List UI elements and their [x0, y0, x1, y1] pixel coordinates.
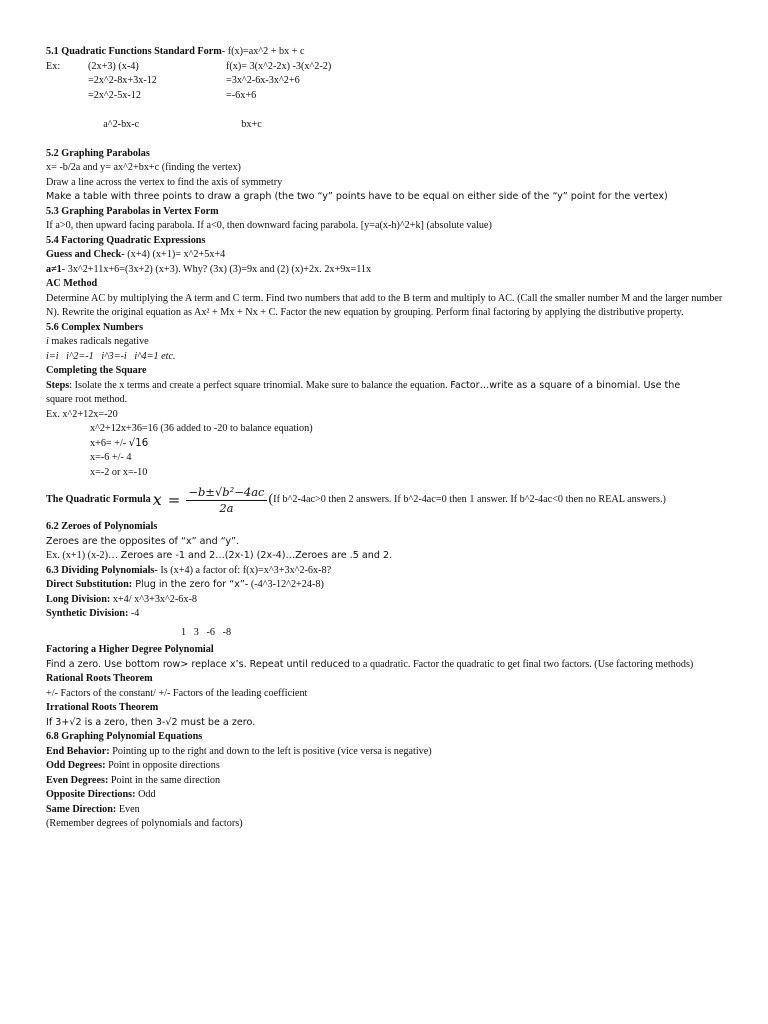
same-direction-label: Same Direction: [46, 803, 117, 815]
example-row [46, 89, 726, 104]
rational-roots-title: Rational Roots Theorem [46, 673, 153, 684]
opposite-directions-label: Opposite Directions: [46, 789, 136, 800]
synthetic-division-row: 1 3 -6 -8 [181, 626, 232, 638]
sqrt-value: √16 [128, 437, 149, 449]
example-right: =3x^2-6x-3x^2+6 [226, 75, 300, 86]
closing-note: (Remember degrees of polynomials and factors) [46, 818, 243, 829]
section-text: Is (x+4) a factor of: f(x)=x^3+3x^2-6x-8? [157, 564, 332, 576]
even-degrees-label: Even Degrees: [46, 774, 109, 786]
quadratic-formula-label: The Quadratic Formula [46, 493, 151, 505]
section-6-3-heading [46, 564, 726, 579]
text-line [46, 335, 726, 350]
direct-substitution-text: - (-4^3-12^2+24-8) [244, 579, 324, 590]
formula-fraction [186, 485, 266, 516]
long-division-text: x+4/ x^3+3x^2-6x-8 [110, 593, 197, 605]
a-not-one-text: - 3x^2+11x+6=(3x+2) (x+3). Why? (3x) (3)=9x and (2) (x)+2x. 2x+9x=11x [61, 263, 372, 275]
odd-degrees-text: Point in opposite directions [105, 760, 220, 771]
text-span-sans: Zeroes are -1 and 2…(2x-1) (2x-4)…Zeroes are .5 and 2. [120, 550, 393, 561]
section-5-2-title: 5.2 Graphing Parabolas [46, 147, 150, 159]
text-line: Make a table with three points to draw a graph (the two “y” points have to be equal on either side of the “y” point for the vertex) [46, 191, 668, 202]
example-left: =2x^2-5x-12 [88, 89, 141, 101]
synthetic-division-text: -4 [128, 608, 140, 619]
text-line: +/- Factors of the constant/ +/- Factors of the leading coefficient [46, 687, 308, 699]
work-line [46, 437, 726, 452]
text-span-sans: Find a zero. Use bottom row> replace x’s. Repeat until reduced [46, 658, 350, 670]
long-division-label: Long Division: [46, 593, 111, 605]
steps-text: : Isolate the x terms and create a perfect square trinomial. Make sure to balance the equation. [69, 379, 451, 391]
text-line [46, 658, 726, 673]
example-left: (2x+3) (x-4) [88, 60, 139, 72]
higher-degree-title: Factoring a Higher Degree Polynomial [46, 644, 214, 655]
opposite-directions-text: Odd [135, 789, 156, 800]
text-line: x= -b/2a and y= ax^2+bx+c (finding the vertex) [46, 162, 241, 173]
section-5-1-heading [46, 45, 726, 60]
example-row [46, 103, 726, 147]
guess-and-check-line [46, 248, 726, 263]
quadratic-formula [153, 485, 267, 516]
example-row [46, 74, 726, 89]
steps-paragraph [46, 379, 724, 408]
notes-page [46, 45, 726, 832]
end-behavior-text: Pointing up to the right and down to the left is positive (vice versa is negative) [109, 745, 432, 757]
end-behavior-label: End Behavior: [46, 745, 110, 757]
synthetic-division-label: Synthetic Division: [46, 608, 129, 619]
section-5-4-title: 5.4 Factoring Quadratic Expressions [46, 234, 206, 246]
example-right: bx+c [236, 118, 262, 130]
example-label: Ex: [46, 60, 61, 72]
example-right: =-6x+6 [226, 89, 257, 101]
text-line: Draw a line across the vertex to find the axis of symmetry [46, 176, 283, 188]
powers-of-i-line: i=i i^2=-1 i^3=-i i^4=1 etc. [46, 350, 176, 362]
a-not-one-label: a≠1 [46, 263, 62, 275]
section-title: 6.3 Dividing Polynomials- [46, 564, 158, 576]
guess-and-check-text: (x+4) (x+1)= x^2+5x+4 [124, 249, 226, 260]
work-line: x=-6 +/- 4 [90, 452, 132, 463]
direct-substitution-sans: Plug in the zero for “x” [132, 579, 245, 590]
synthetic-division-line [46, 607, 726, 622]
section-text: - f(x)=ax^2 + bx + c [221, 46, 305, 57]
work-line: x=-2 or x=-10 [90, 466, 148, 478]
even-degrees-line [46, 774, 726, 789]
even-degrees-text: Point in the same direction [108, 774, 221, 786]
ac-method-title: AC Method [46, 278, 98, 289]
end-behavior-line [46, 745, 726, 760]
text-line [46, 549, 726, 564]
steps-tail: square root method. [46, 394, 128, 405]
same-direction-text: Even [116, 803, 140, 815]
text-span: to a quadratic. Factor the quadratic to get final two factors. (Use factoring methods) [349, 658, 694, 670]
section-5-6-title: 5.6 Complex Numbers [46, 321, 144, 333]
text-line: If a>0, then upward facing parabola. If a<0, then downward facing parabola. [y=a(x-h)^2+k] (absolute value) [46, 220, 492, 231]
formula-open-paren: ( [268, 491, 274, 507]
direct-substitution-line [46, 578, 726, 593]
steps-sans-text: Factor…write as a square of a binomial. Use the [450, 379, 681, 391]
formula-numerator: −b±√b²−4ac [188, 484, 265, 499]
section-6-8-title: 6.8 Graphing Polynomial Equations [46, 731, 203, 742]
direct-substitution-label: Direct Substitution: [46, 579, 133, 590]
completing-square-title: Completing the Square [46, 365, 147, 376]
example-left: a^2-bx-c [98, 118, 140, 130]
odd-degrees-label: Odd Degrees: [46, 760, 106, 771]
text-line: Zeroes are the opposites of “x” and “y”. [46, 535, 240, 547]
imaginary-i: i [46, 336, 49, 347]
example-row [46, 60, 726, 75]
example-line: Ex. x^2+12x=-20 [46, 408, 118, 420]
section-title: 5.1 Quadratic Functions Standard Form [46, 46, 222, 57]
formula-equals: = [167, 490, 181, 509]
section-5-3-title: 5.3 Graphing Parabolas in Vertex Form [46, 205, 219, 217]
guess-and-check-label: Guess and Check- [46, 249, 125, 260]
opposite-directions-line [46, 788, 726, 803]
text-span: makes radicals negative [48, 336, 149, 347]
long-division-line [46, 593, 726, 608]
work-text: x+6= +/- [90, 437, 129, 449]
text-span: Ex. (x+1) (x-2)… [46, 550, 121, 561]
example-left: =2x^2-8x+3x-12 [88, 75, 157, 86]
odd-degrees-line [46, 759, 726, 774]
example-right: f(x)= 3(x^2-2x) -3(x^2-2) [226, 60, 332, 72]
formula-x: x [152, 489, 162, 509]
ac-method-text: Determine AC by multiplying the A term and C term. Find two numbers that add to the B term and multiply to AC. (Call the smaller number M and the larger number N). Rewrite the original equation as Ax² + Mx + Nx + C. Factor the new equation by grouping. Perform final factoring by applying the distributive property. [46, 292, 723, 318]
a-not-one-line [46, 263, 726, 278]
quadratic-formula-line [46, 483, 726, 517]
text-line: If 3+√2 is a zero, then 3-√2 must be a zero. [46, 716, 256, 728]
formula-denominator: 2a [219, 500, 234, 515]
discriminant-note: If b^2-4ac>0 then 2 answers. If b^2-4ac=0 then 1 answer. If b^2-4ac<0 then no REAL answers.) [273, 493, 666, 505]
same-direction-line [46, 803, 726, 818]
section-6-2-title: 6.2 Zeroes of Polynomials [46, 521, 158, 532]
irrational-roots-title: Irrational Roots Theorem [46, 702, 159, 713]
steps-label: Steps [46, 379, 70, 391]
work-line: x^2+12x+36=16 (36 added to -20 to balance equation) [90, 423, 313, 434]
